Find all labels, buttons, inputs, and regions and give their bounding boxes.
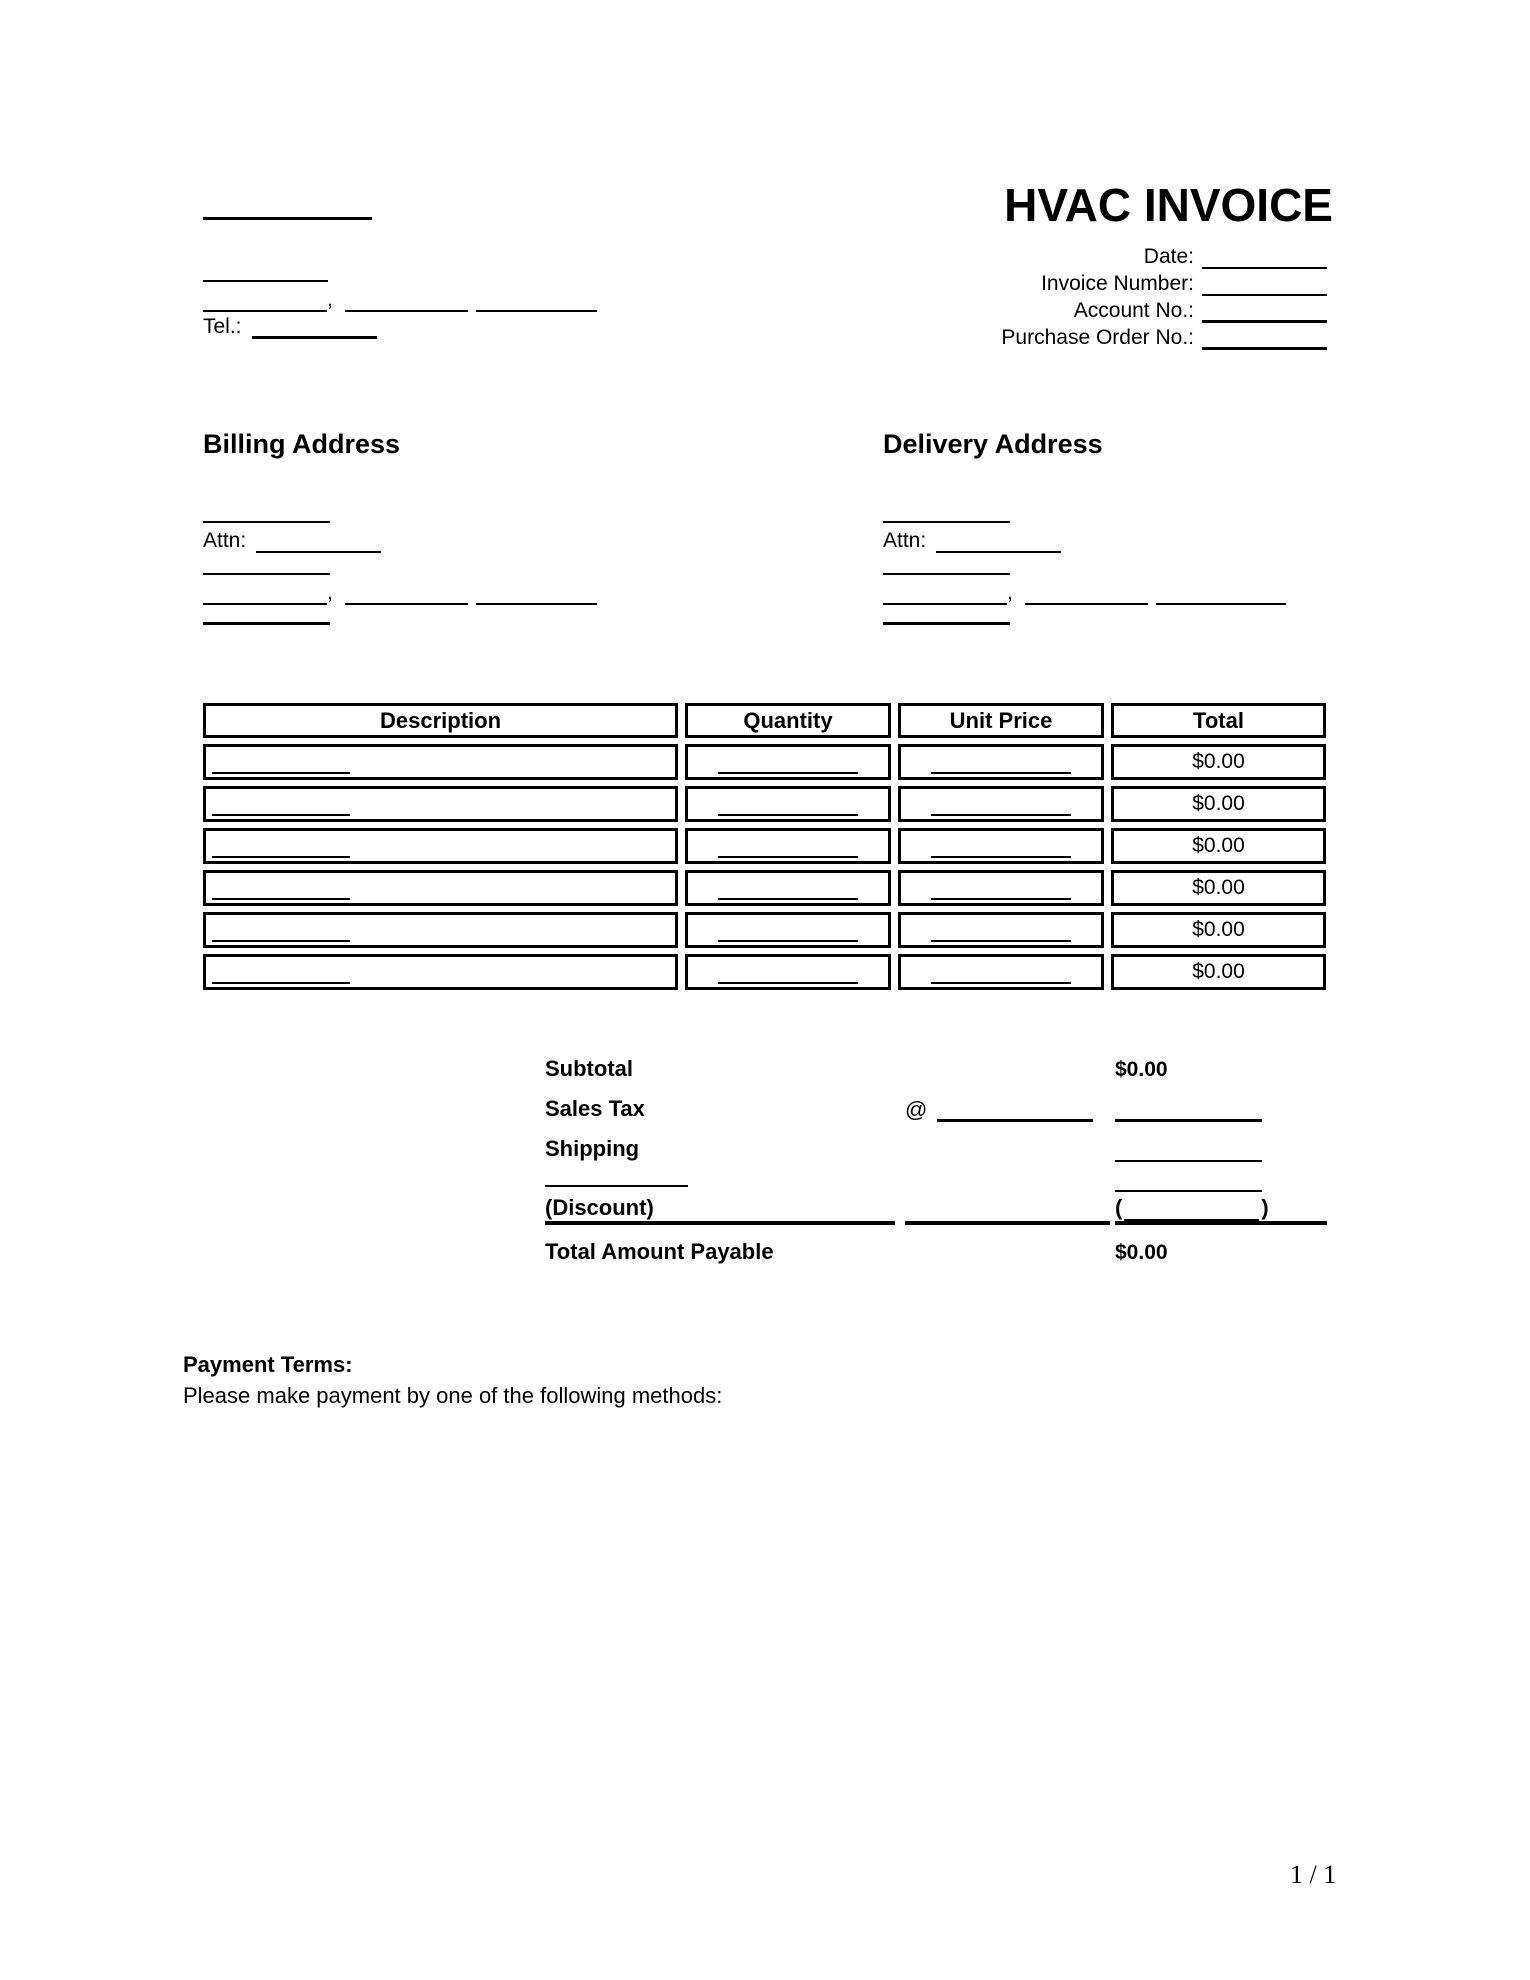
billing-address-heading: Billing Address (203, 429, 401, 459)
page-title: HVAC INVOICE (1004, 179, 1333, 231)
billing-city-line (203, 581, 597, 605)
col-header-description: Description (203, 703, 678, 738)
delivery-city-blank (883, 585, 1007, 605)
row1-total-cell: $0.00 (1111, 744, 1326, 780)
totals-summary (545, 1050, 1327, 1266)
row3-quantity-cell (685, 828, 891, 864)
row6-total-cell: $0.00 (1111, 954, 1326, 990)
delivery-name-blank (883, 505, 1010, 523)
row1-description-cell (203, 744, 678, 780)
description-blank (212, 772, 350, 774)
row2-unit-price-cell (898, 786, 1104, 822)
row4-unit-price-cell (898, 870, 1104, 906)
delivery-address-heading: Delivery Address (883, 429, 1103, 459)
unit-price-blank (931, 814, 1071, 816)
shipping-label: Shipping (545, 1136, 640, 1161)
billing-state-blank (345, 585, 468, 605)
purchase-order-label: Purchase Order No.: (1001, 326, 1194, 349)
billing-name-blank (203, 505, 330, 523)
comma: , (327, 581, 333, 604)
delivery-city-line (883, 581, 1286, 605)
account-no-blank (1202, 300, 1327, 323)
company-zip-blank (476, 292, 597, 312)
billing-attn-blank (256, 529, 381, 553)
quantity-blank (718, 898, 858, 900)
row3-description-cell (203, 828, 678, 864)
billing-attn-line (203, 529, 381, 553)
delivery-attn-label: Attn: (883, 529, 927, 552)
discount-label: (Discount) (545, 1195, 654, 1220)
quantity-blank (718, 856, 858, 858)
company-block (203, 193, 597, 339)
delivery-state-blank (1025, 585, 1148, 605)
billing-extra-blank (203, 606, 330, 625)
company-city-blank (203, 292, 327, 312)
sales-tax-amount-blank (1115, 1099, 1262, 1122)
row2-quantity-cell (685, 786, 891, 822)
shipping-row (545, 1122, 1327, 1162)
company-tel-line (203, 314, 597, 339)
discount-paren-open: ( (1115, 1195, 1123, 1220)
account-no-label: Account No.: (1073, 299, 1194, 322)
payment-terms-body: Please make payment by one of the following methods: (183, 1383, 723, 1408)
billing-zip-blank (476, 585, 597, 605)
total-payable-row (545, 1225, 1327, 1266)
row3-unit-price-cell (898, 828, 1104, 864)
discount-name-blank (545, 1165, 688, 1187)
description-blank (212, 940, 350, 942)
row2-total-cell: $0.00 (1111, 786, 1326, 822)
payment-terms-section (183, 1349, 722, 1411)
sales-tax-rate-blank (937, 1099, 1093, 1122)
row5-quantity-cell (685, 912, 891, 948)
meta-row-date (1144, 242, 1327, 269)
company-tel-blank (252, 314, 377, 339)
discount-row (545, 1192, 1327, 1225)
page-indicator: 1 / 1 (1290, 1860, 1337, 1889)
unit-price-blank (931, 940, 1071, 942)
billing-attn-label: Attn: (203, 529, 247, 552)
delivery-zip-blank (1156, 585, 1286, 605)
sales-tax-row (545, 1082, 1327, 1122)
invoice-number-blank (1202, 274, 1327, 296)
shipping-amount-blank (1115, 1140, 1262, 1162)
date-blank (1202, 247, 1327, 269)
date-label: Date: (1143, 245, 1194, 268)
meta-row-account-no (1074, 296, 1327, 323)
invoice-meta (1001, 242, 1327, 350)
billing-city-blank (203, 585, 327, 605)
row6-quantity-cell (685, 954, 891, 990)
meta-row-invoice-number (1041, 269, 1327, 296)
row6-unit-price-cell (898, 954, 1104, 990)
delivery-attn-line (883, 529, 1061, 553)
sales-tax-label: Sales Tax (545, 1096, 645, 1121)
unit-price-blank (931, 898, 1071, 900)
payment-terms-heading: Payment Terms: (183, 1352, 353, 1377)
col-header-unit-price: Unit Price (898, 703, 1104, 738)
line-items-table (203, 703, 1326, 990)
row1-unit-price-cell (898, 744, 1104, 780)
row5-unit-price-cell (898, 912, 1104, 948)
description-blank (212, 814, 350, 816)
company-city-line (203, 288, 597, 312)
quantity-blank (718, 772, 858, 774)
unit-price-blank (931, 982, 1071, 984)
at-symbol: @ (905, 1097, 928, 1122)
quantity-blank (718, 814, 858, 816)
discount-paren-close: ) (1261, 1195, 1269, 1220)
purchase-order-blank (1202, 327, 1327, 350)
quantity-blank (718, 982, 858, 984)
row4-description-cell (203, 870, 678, 906)
delivery-attn-blank (936, 529, 1061, 553)
tel-label: Tel.: (203, 315, 242, 338)
unit-price-blank (931, 772, 1071, 774)
discount-amount-upper-blank (1115, 1170, 1262, 1192)
unit-price-blank (931, 856, 1071, 858)
row4-quantity-cell (685, 870, 891, 906)
discount-name-row (545, 1162, 1327, 1192)
subtotal-value: $0.00 (1115, 1058, 1168, 1081)
row4-total-cell: $0.00 (1111, 870, 1326, 906)
description-blank (212, 898, 350, 900)
quantity-blank (718, 940, 858, 942)
company-street-blank (203, 260, 328, 282)
discount-value-blank (1124, 1199, 1259, 1221)
col-header-total: Total (1111, 703, 1326, 738)
description-blank (212, 856, 350, 858)
row1-quantity-cell (685, 744, 891, 780)
comma: , (1007, 581, 1013, 604)
total-payable-label: Total Amount Payable (545, 1239, 774, 1264)
col-header-quantity: Quantity (685, 703, 891, 738)
delivery-street-blank (883, 557, 1010, 575)
company-name-blank (203, 193, 372, 220)
billing-street-blank (203, 557, 330, 575)
total-payable-value: $0.00 (1115, 1241, 1168, 1264)
row5-description-cell (203, 912, 678, 948)
invoice-number-label: Invoice Number: (1041, 272, 1194, 295)
row3-total-cell: $0.00 (1111, 828, 1326, 864)
meta-row-purchase-order (1001, 323, 1327, 350)
subtotal-label: Subtotal (545, 1056, 633, 1081)
company-state-blank (345, 292, 468, 312)
row6-description-cell (203, 954, 678, 990)
delivery-address-block (883, 505, 1403, 635)
delivery-extra-blank (883, 606, 1010, 625)
row2-description-cell (203, 786, 678, 822)
comma: , (327, 288, 333, 311)
row5-total-cell: $0.00 (1111, 912, 1326, 948)
description-blank (212, 982, 350, 984)
subtotal-row (545, 1050, 1327, 1082)
billing-address-block (203, 505, 723, 635)
